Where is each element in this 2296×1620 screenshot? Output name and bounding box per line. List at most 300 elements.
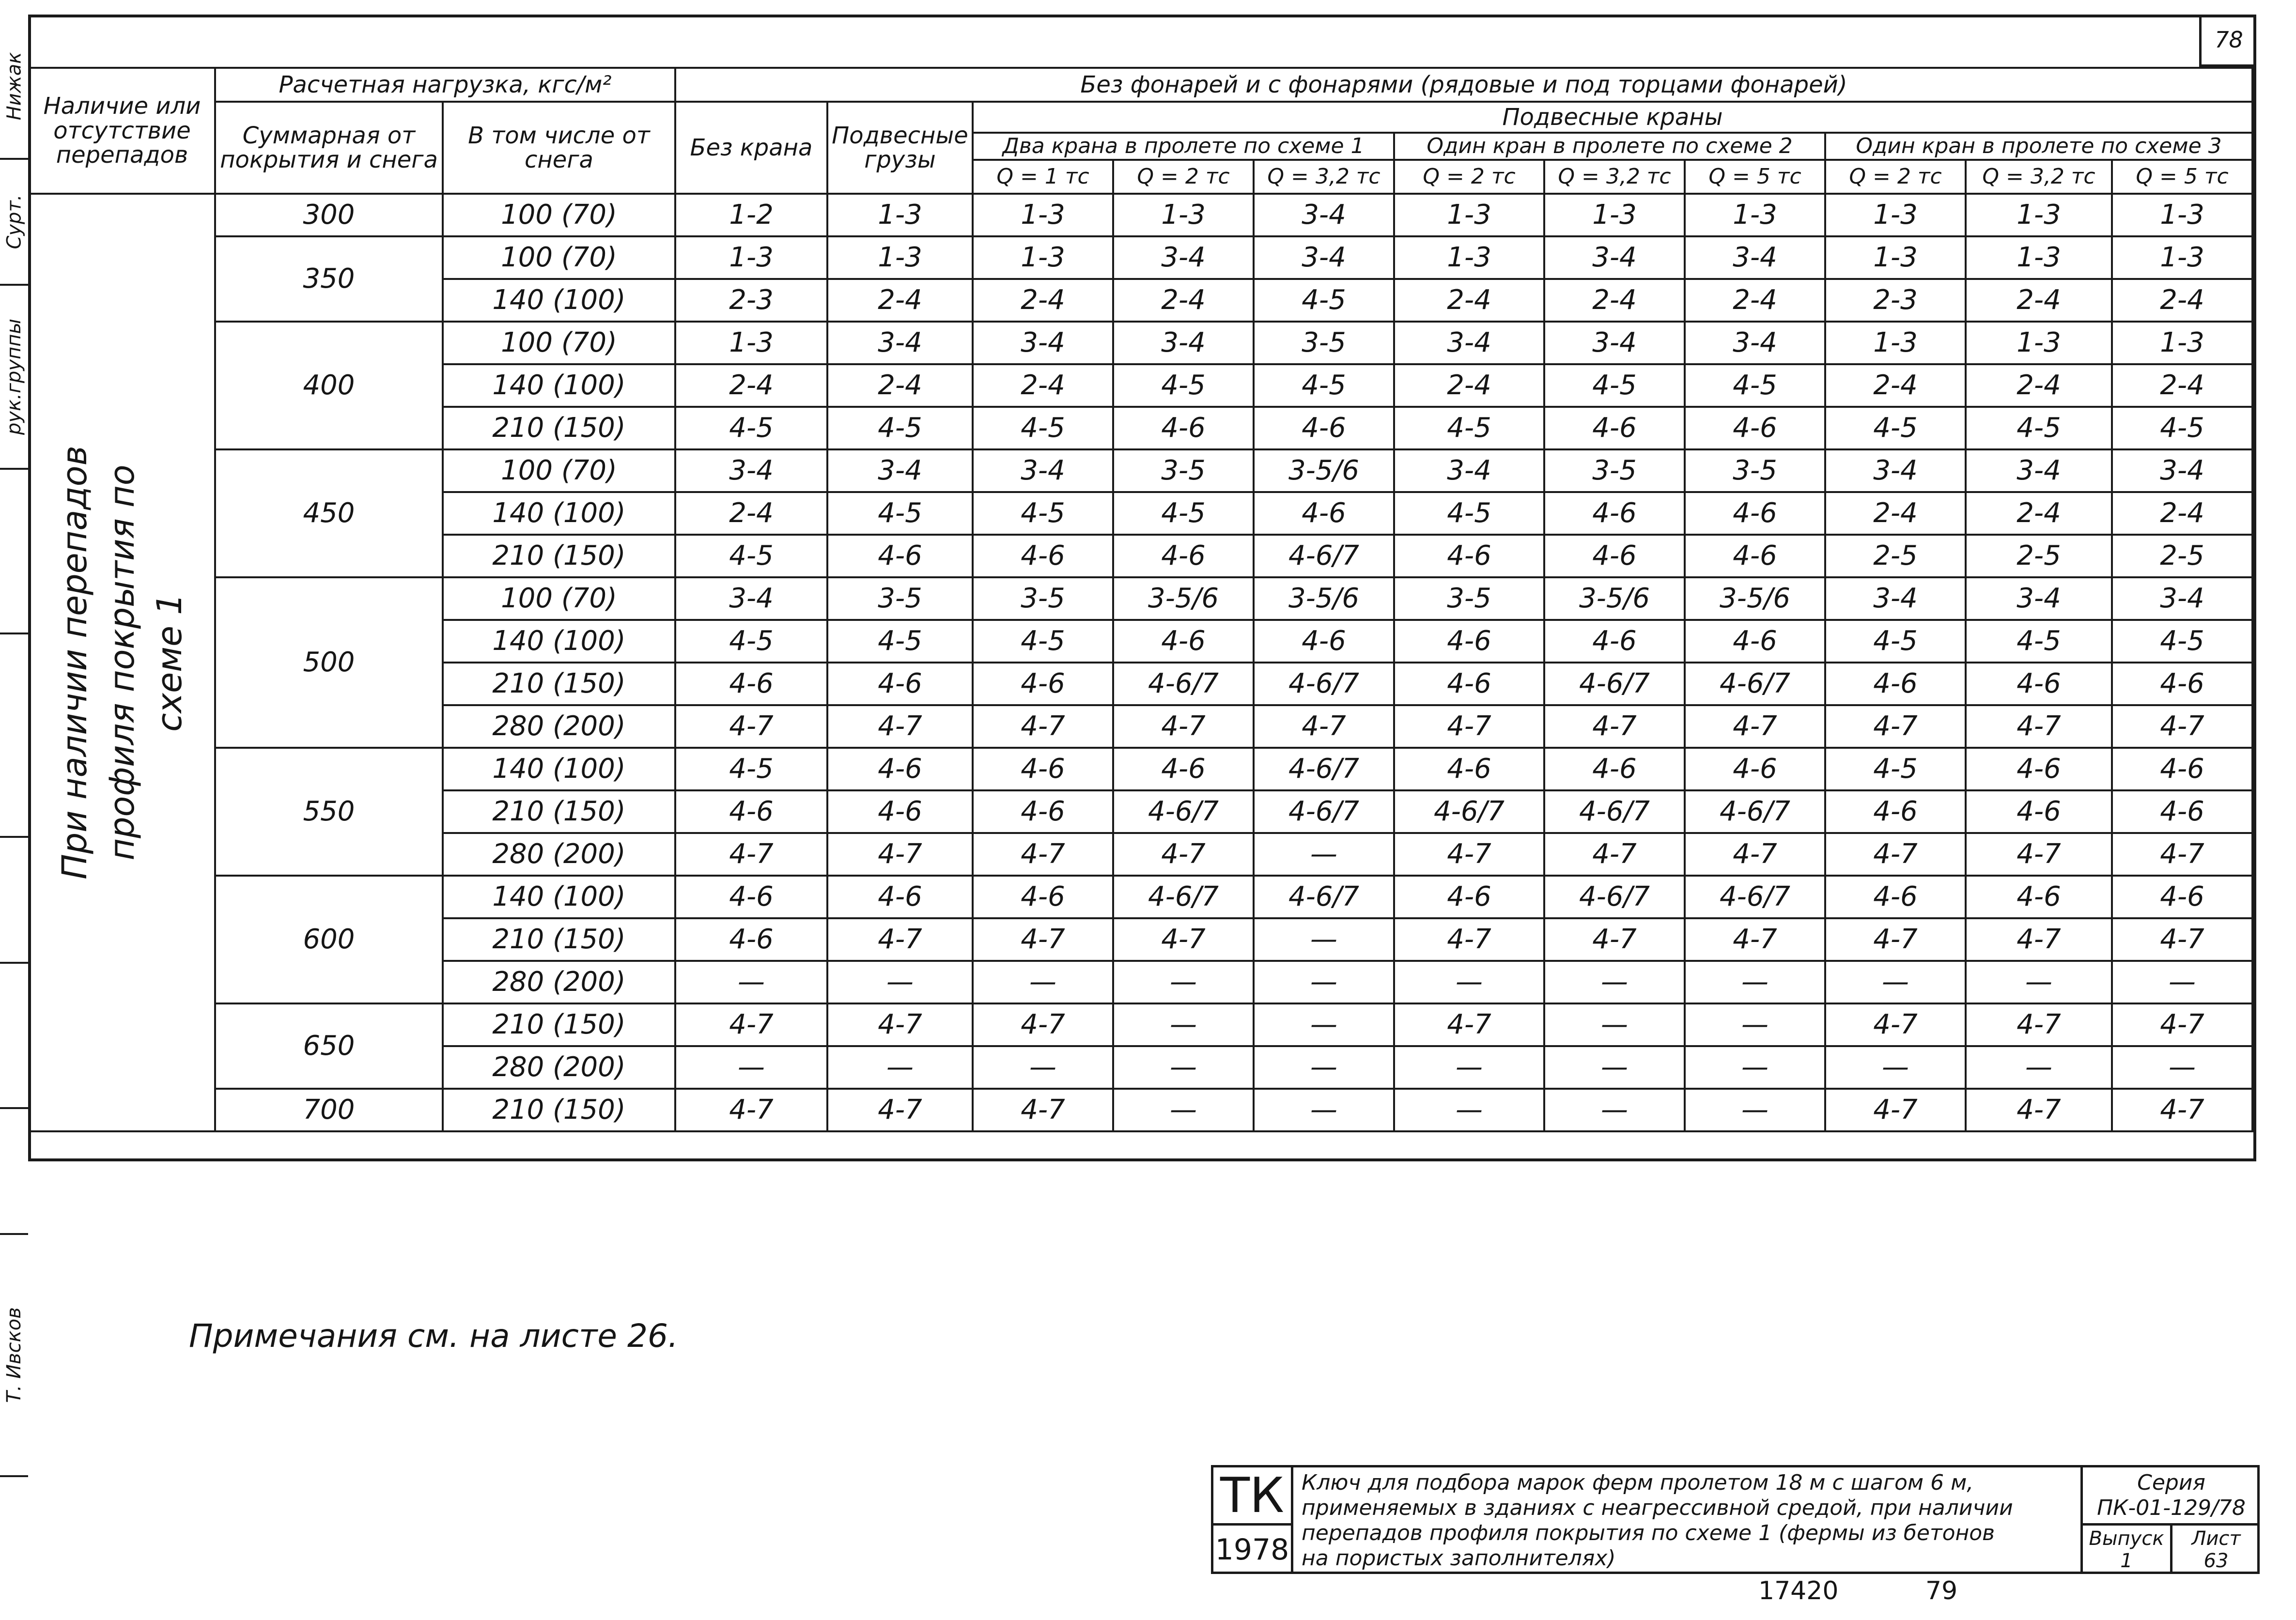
truss-range-cell: 4-6 — [827, 663, 973, 705]
truss-range-cell: 2-3 — [675, 279, 827, 322]
side-cell-9: Т. Ивсков — [0, 1235, 28, 1477]
truss-range-cell: 2-4 — [2112, 279, 2252, 322]
side-cell-1: Нижак — [0, 15, 28, 160]
side-cell-7 — [0, 964, 28, 1109]
side-cell-3: рук.группы — [0, 286, 28, 470]
truss-range-cell: 3-4 — [675, 449, 827, 492]
header-capacity: Q = 3,2 тс — [1254, 160, 1394, 194]
truss-range-cell: — — [1254, 1046, 1394, 1089]
truss-range-cell: 4-6 — [1685, 535, 1825, 577]
truss-range-cell: 3-4 — [827, 449, 973, 492]
truss-range-cell: 2-4 — [1394, 279, 1544, 322]
truss-range-cell: — — [675, 961, 827, 1003]
truss-range-cell: 4-6 — [973, 876, 1113, 918]
header-overhead-cranes: Подвесные краны — [973, 102, 2252, 133]
header-presence: Наличие или отсутствие перепадов — [29, 68, 215, 194]
truss-range-cell: 4-5 — [675, 748, 827, 790]
snow-load-cell: 280 (200) — [443, 833, 675, 876]
vertical-label-text: При наличии перепадов профиля покрытия по схеме 1 — [55, 446, 189, 879]
truss-range-cell: 2-4 — [827, 279, 973, 322]
truss-range-cell: 4-7 — [827, 833, 973, 876]
truss-range-cell: 2-4 — [1113, 279, 1254, 322]
truss-range-cell: 3-5 — [827, 577, 973, 620]
truss-range-cell: 4-5 — [973, 407, 1113, 449]
truss-range-cell: 4-6/7 — [1254, 535, 1394, 577]
truss-range-cell: 4-6 — [973, 663, 1113, 705]
truss-range-cell: 2-4 — [1966, 279, 2112, 322]
truss-range-cell: 4-6 — [1113, 620, 1254, 663]
truss-range-cell: — — [1254, 1003, 1394, 1046]
truss-range-cell: 4-6/7 — [1113, 663, 1254, 705]
left-signature-strip — [0, 15, 28, 1620]
truss-range-cell: 4-7 — [1685, 918, 1825, 961]
table-row — [29, 236, 2252, 279]
truss-range-cell: 4-5 — [1966, 620, 2112, 663]
truss-range-cell: 3-5 — [1254, 322, 1394, 364]
truss-range-cell: 4-6 — [1394, 748, 1544, 790]
truss-range-cell: 4-6/7 — [1544, 876, 1685, 918]
truss-range-cell: — — [1254, 1089, 1394, 1131]
truss-range-cell: 4-7 — [1685, 705, 1825, 748]
truss-range-cell: — — [1394, 961, 1544, 1003]
header-snow-load: В том числе от снега — [443, 102, 675, 194]
truss-range-cell: 3-5/6 — [1254, 577, 1394, 620]
truss-range-cell: 4-6 — [1966, 790, 2112, 833]
truss-range-cell: 4-5 — [827, 492, 973, 535]
truss-range-cell: 1-3 — [827, 194, 973, 236]
truss-range-cell: 3-4 — [1685, 322, 1825, 364]
truss-range-cell: 4-7 — [1966, 1003, 2112, 1046]
truss-range-cell: 3-4 — [1113, 322, 1254, 364]
truss-range-cell: 4-6 — [1825, 663, 1966, 705]
truss-range-cell: 3-4 — [2112, 577, 2252, 620]
truss-range-cell: 4-6/7 — [1685, 663, 1825, 705]
truss-range-cell: — — [1113, 1089, 1254, 1131]
truss-range-cell: — — [973, 961, 1113, 1003]
header-capacity: Q = 3,2 тс — [1966, 160, 2112, 194]
header-capacity: Q = 2 тс — [1394, 160, 1544, 194]
vypusk-label: Выпуск — [2089, 1527, 2164, 1550]
vypusk-box — [2080, 1526, 2172, 1574]
truss-range-cell: 2-5 — [2112, 535, 2252, 577]
truss-range-cell: 1-3 — [1966, 322, 2112, 364]
truss-range-cell: 2-4 — [827, 364, 973, 407]
truss-range-cell: 4-7 — [1966, 705, 2112, 748]
truss-range-cell: — — [827, 961, 973, 1003]
truss-range-cell: — — [1113, 1003, 1254, 1046]
total-load-cell: 500 — [215, 577, 443, 748]
truss-range-cell: 4-5 — [827, 620, 973, 663]
total-load-cell: 550 — [215, 748, 443, 876]
truss-range-cell: 4-7 — [1966, 1089, 2112, 1131]
truss-range-cell: 3-4 — [973, 322, 1113, 364]
snow-load-cell: 280 (200) — [443, 1046, 675, 1089]
truss-range-cell: 4-7 — [973, 833, 1113, 876]
total-load-cell: 650 — [215, 1003, 443, 1089]
total-load-cell: 600 — [215, 876, 443, 1003]
header-design-load: Расчетная нагрузка, кгс/м² — [215, 68, 675, 102]
truss-range-cell: — — [1544, 961, 1685, 1003]
truss-range-cell: 4-7 — [1825, 1003, 1966, 1046]
sheet-title: Ключ для подбора марок ферм пролетом 18 м с шагом 6 м, применяемых в зданиях с неагрессивной средой, при наличии перепадов профиля покрытия по схеме 1 (фермы из бетонов на пористых заполнителях) — [1302, 1470, 2013, 1571]
total-load-cell: 400 — [215, 322, 443, 449]
header-two-cranes: Два крана в пролете по схеме 1 — [973, 133, 1394, 160]
truss-range-cell: 1-3 — [2112, 322, 2252, 364]
page-number: 78 — [2199, 15, 2256, 67]
title-block — [1211, 1465, 2260, 1574]
truss-range-cell: 2-4 — [675, 364, 827, 407]
truss-range-cell: 3-4 — [1685, 236, 1825, 279]
side-cell-4 — [0, 470, 28, 634]
header-capacity: Q = 5 тс — [1685, 160, 1825, 194]
truss-range-cell: 3-4 — [1254, 236, 1394, 279]
snow-load-cell: 100 (70) — [443, 577, 675, 620]
truss-range-cell: 4-7 — [827, 1089, 973, 1131]
truss-range-cell: 4-7 — [1544, 705, 1685, 748]
header-capacity: Q = 2 тс — [1825, 160, 1966, 194]
truss-range-cell: 2-4 — [973, 279, 1113, 322]
truss-range-cell: 4-6 — [827, 535, 973, 577]
truss-range-cell: 4-5 — [2112, 407, 2252, 449]
truss-range-cell: 3-4 — [2112, 449, 2252, 492]
truss-range-cell: 4-6 — [1113, 407, 1254, 449]
truss-range-cell: 3-4 — [1254, 194, 1394, 236]
truss-range-cell: 4-6 — [2112, 663, 2252, 705]
table-row — [29, 194, 2252, 236]
truss-range-cell: — — [1685, 1089, 1825, 1131]
header-hoist: Подвесные грузы — [827, 102, 973, 194]
snow-load-cell: 140 (100) — [443, 748, 675, 790]
truss-range-cell: 2-4 — [1394, 364, 1544, 407]
sheet-number: 79 — [1925, 1576, 1958, 1605]
snow-load-cell: 280 (200) — [443, 705, 675, 748]
truss-range-cell: 3-5 — [973, 577, 1113, 620]
truss-range-cell: 4-5 — [1254, 364, 1394, 407]
truss-range-cell: 4-7 — [1544, 918, 1685, 961]
truss-range-cell: 4-5 — [675, 620, 827, 663]
truss-range-cell: 4-6/7 — [1685, 790, 1825, 833]
truss-range-cell: 4-6 — [675, 663, 827, 705]
truss-range-cell: 4-7 — [1394, 918, 1544, 961]
truss-range-cell: 4-5 — [1113, 364, 1254, 407]
truss-range-cell: 3-4 — [1544, 322, 1685, 364]
truss-range-cell: 4-6/7 — [1254, 663, 1394, 705]
truss-range-cell: 4-6 — [1544, 492, 1685, 535]
snow-load-cell: 210 (150) — [443, 663, 675, 705]
truss-range-cell: 3-5 — [1685, 449, 1825, 492]
truss-range-cell: — — [2112, 1046, 2252, 1089]
truss-range-cell: 4-5 — [1685, 364, 1825, 407]
truss-range-cell: 4-7 — [1825, 918, 1966, 961]
truss-range-cell: 1-3 — [675, 322, 827, 364]
truss-range-cell: 4-7 — [1825, 833, 1966, 876]
truss-range-cell: 4-6 — [1544, 620, 1685, 663]
total-load-cell: 350 — [215, 236, 443, 322]
truss-range-cell: — — [1966, 961, 2112, 1003]
truss-range-cell: 1-3 — [1544, 194, 1685, 236]
truss-range-cell: 4-7 — [1825, 1089, 1966, 1131]
truss-range-cell: 3-4 — [1966, 577, 2112, 620]
truss-range-cell: 4-7 — [1685, 833, 1825, 876]
truss-range-cell: 2-4 — [973, 364, 1113, 407]
truss-range-cell: 2-4 — [1825, 364, 1966, 407]
truss-range-cell: 4-6 — [1685, 748, 1825, 790]
table-row — [29, 449, 2252, 492]
truss-range-cell: 4-6/7 — [1113, 876, 1254, 918]
truss-range-cell: 4-6 — [1254, 407, 1394, 449]
truss-range-cell: 4-6 — [1685, 492, 1825, 535]
snow-load-cell: 210 (150) — [443, 535, 675, 577]
table-row — [29, 876, 2252, 918]
list-value: 63 — [2203, 1550, 2229, 1572]
header-capacity: Q = 3,2 тс — [1544, 160, 1685, 194]
snow-load-cell: 100 (70) — [443, 194, 675, 236]
truss-range-cell: — — [1254, 833, 1394, 876]
side-cell-8 — [0, 1109, 28, 1235]
truss-range-cell: — — [1966, 1046, 2112, 1089]
side-cell-2: Сурт. — [0, 160, 28, 286]
truss-range-cell: 3-5 — [1544, 449, 1685, 492]
truss-range-cell: 4-7 — [675, 705, 827, 748]
truss-range-cell: 3-4 — [675, 577, 827, 620]
total-load-cell: 450 — [215, 449, 443, 577]
seria-value: ПК-01-129/78 — [2097, 1496, 2246, 1520]
truss-range-cell: 4-6 — [1685, 620, 1825, 663]
truss-range-cell: 4-7 — [1394, 705, 1544, 748]
truss-range-cell: 3-4 — [1394, 449, 1544, 492]
truss-range-cell: 4-6 — [2112, 876, 2252, 918]
truss-range-cell: 1-3 — [1113, 194, 1254, 236]
truss-range-cell: 4-6 — [827, 876, 973, 918]
truss-range-cell: 4-6 — [1394, 663, 1544, 705]
truss-range-cell: 4-6/7 — [1544, 790, 1685, 833]
truss-range-cell: 4-7 — [675, 833, 827, 876]
truss-range-cell: 4-6 — [1685, 407, 1825, 449]
truss-range-cell: 4-7 — [973, 1089, 1113, 1131]
truss-range-cell: 4-7 — [1113, 833, 1254, 876]
truss-range-cell: 2-5 — [1966, 535, 2112, 577]
truss-range-cell: 4-6/7 — [1394, 790, 1544, 833]
snow-load-cell: 100 (70) — [443, 322, 675, 364]
truss-range-cell: 2-4 — [675, 492, 827, 535]
truss-range-cell: 4-7 — [827, 1003, 973, 1046]
truss-range-cell: 4-7 — [827, 918, 973, 961]
truss-range-cell: 1-3 — [1825, 194, 1966, 236]
truss-range-cell: 1-3 — [1966, 236, 2112, 279]
truss-range-cell: 4-7 — [2112, 1003, 2252, 1046]
truss-range-cell: 1-3 — [2112, 194, 2252, 236]
truss-range-cell: 4-6 — [1254, 620, 1394, 663]
header-capacity: Q = 2 тс — [1113, 160, 1254, 194]
truss-range-cell: 4-6 — [973, 535, 1113, 577]
truss-range-cell: 4-6 — [675, 876, 827, 918]
truss-range-cell: 2-4 — [1544, 279, 1685, 322]
footnote: Примечания см. на листе 26. — [189, 1317, 678, 1355]
truss-range-cell: 4-5 — [1394, 407, 1544, 449]
header-no-crane: Без крана — [675, 102, 827, 194]
truss-range-cell: 4-5 — [973, 620, 1113, 663]
side-cell-5 — [0, 634, 28, 838]
snow-load-cell: 210 (150) — [443, 1003, 675, 1046]
truss-range-cell: — — [827, 1046, 973, 1089]
truss-range-cell: 3-5/6 — [1113, 577, 1254, 620]
truss-range-cell: 4-5 — [1966, 407, 2112, 449]
truss-range-cell: 4-6/7 — [1113, 790, 1254, 833]
truss-range-cell: 4-6 — [1544, 748, 1685, 790]
vypusk-value: 1 — [2120, 1550, 2133, 1572]
truss-range-cell: 4-5 — [675, 535, 827, 577]
snow-load-cell: 140 (100) — [443, 364, 675, 407]
truss-range-cell: — — [1825, 961, 1966, 1003]
truss-range-cell: — — [1544, 1046, 1685, 1089]
truss-range-cell: 3-4 — [1394, 322, 1544, 364]
truss-range-cell: — — [1685, 1003, 1825, 1046]
truss-range-cell: 2-3 — [1825, 279, 1966, 322]
truss-range-cell: 4-5 — [1254, 279, 1394, 322]
truss-range-cell: 4-7 — [2112, 833, 2252, 876]
truss-range-cell: 1-3 — [1966, 194, 2112, 236]
total-load-cell: 700 — [215, 1089, 443, 1131]
header-one-crane-scheme-3: Один кран в пролете по схеме 3 — [1825, 133, 2252, 160]
truss-range-cell: 4-7 — [1113, 705, 1254, 748]
truss-range-cell: 4-7 — [675, 1089, 827, 1131]
truss-range-cell: 4-6/7 — [1544, 663, 1685, 705]
truss-range-cell: 4-6 — [1825, 790, 1966, 833]
truss-range-cell: 4-6 — [973, 748, 1113, 790]
header-capacity: Q = 5 тс — [2112, 160, 2252, 194]
truss-range-cell: 2-4 — [1966, 492, 2112, 535]
truss-range-cell: 3-4 — [1825, 577, 1966, 620]
truss-range-cell: 4-7 — [675, 1003, 827, 1046]
truss-range-cell: 4-5 — [973, 492, 1113, 535]
truss-range-cell: 4-7 — [2112, 918, 2252, 961]
seria-box — [2080, 1467, 2260, 1526]
truss-range-cell: 4-6/7 — [1254, 790, 1394, 833]
snow-load-cell: 100 (70) — [443, 236, 675, 279]
snow-load-cell: 210 (150) — [443, 790, 675, 833]
truss-range-cell: 4-7 — [1254, 705, 1394, 748]
truss-range-cell: 2-5 — [1825, 535, 1966, 577]
tk-mark: ТК — [1213, 1467, 1293, 1526]
truss-range-cell: 4-7 — [827, 705, 973, 748]
truss-range-cell: 1-3 — [1825, 322, 1966, 364]
truss-range-cell: 4-7 — [1966, 833, 2112, 876]
truss-range-cell: 4-6 — [1825, 876, 1966, 918]
header-skylights: Без фонарей и с фонарями (рядовые и под торцами фонарей) — [675, 68, 2252, 102]
truss-range-cell: 3-5/6 — [1254, 449, 1394, 492]
truss-range-cell: 4-6 — [1966, 748, 2112, 790]
table-row — [29, 1089, 2252, 1131]
truss-range-cell: — — [675, 1046, 827, 1089]
truss-range-cell: 1-3 — [1394, 236, 1544, 279]
truss-range-cell: 4-5 — [675, 407, 827, 449]
truss-range-cell: 4-6 — [675, 790, 827, 833]
truss-range-cell: 4-7 — [973, 1003, 1113, 1046]
snow-load-cell: 140 (100) — [443, 620, 675, 663]
truss-range-cell: 4-5 — [827, 407, 973, 449]
truss-range-cell: 4-7 — [2112, 705, 2252, 748]
truss-range-cell: 4-6 — [2112, 790, 2252, 833]
truss-range-cell: 4-6 — [1966, 876, 2112, 918]
truss-range-cell: 4-7 — [1394, 1003, 1544, 1046]
truss-range-cell: 4-6 — [1544, 407, 1685, 449]
total-load-cell: 300 — [215, 194, 443, 236]
truss-range-cell: 4-6 — [675, 918, 827, 961]
snow-load-cell: 210 (150) — [443, 918, 675, 961]
list-box — [2172, 1526, 2260, 1574]
truss-range-cell: 3-4 — [1113, 236, 1254, 279]
truss-range-cell: 2-4 — [1685, 279, 1825, 322]
snow-load-cell: 140 (100) — [443, 279, 675, 322]
truss-range-cell: — — [1685, 961, 1825, 1003]
truss-range-cell: 1-2 — [675, 194, 827, 236]
truss-range-cell: 1-3 — [1394, 194, 1544, 236]
truss-range-cell: 3-4 — [1544, 236, 1685, 279]
truss-range-cell: 1-3 — [973, 236, 1113, 279]
snow-load-cell: 210 (150) — [443, 1089, 675, 1131]
truss-range-cell: 1-3 — [827, 236, 973, 279]
truss-range-cell: 4-6/7 — [1254, 748, 1394, 790]
truss-range-cell: 2-4 — [2112, 364, 2252, 407]
truss-range-cell: 3-5/6 — [1685, 577, 1825, 620]
truss-range-cell: 4-7 — [973, 918, 1113, 961]
truss-range-cell: 4-5 — [1113, 492, 1254, 535]
table-row — [29, 748, 2252, 790]
truss-range-cell: 3-5/6 — [1544, 577, 1685, 620]
truss-range-cell: 3-4 — [973, 449, 1113, 492]
truss-range-cell: — — [1394, 1046, 1544, 1089]
truss-range-cell: 4-6 — [2112, 748, 2252, 790]
truss-range-cell: 4-5 — [1825, 620, 1966, 663]
truss-range-cell: 4-6 — [1113, 748, 1254, 790]
truss-range-cell: 4-7 — [2112, 1089, 2252, 1131]
truss-range-cell: 4-6 — [1544, 535, 1685, 577]
truss-range-cell: 1-3 — [1825, 236, 1966, 279]
truss-range-cell: 4-6 — [1394, 535, 1544, 577]
truss-range-cell: — — [1394, 1089, 1544, 1131]
header-total-load: Суммарная от покрытия и снега — [215, 102, 443, 194]
truss-range-cell: 4-6/7 — [1254, 876, 1394, 918]
truss-range-cell: — — [1544, 1089, 1685, 1131]
truss-range-cell: 4-7 — [1113, 918, 1254, 961]
truss-range-cell: 4-7 — [1394, 833, 1544, 876]
truss-range-cell: — — [2112, 961, 2252, 1003]
load-table — [28, 67, 2253, 1132]
header-one-crane-scheme-2: Один кран в пролете по схеме 2 — [1394, 133, 1825, 160]
truss-range-cell: — — [1113, 961, 1254, 1003]
truss-range-cell: 4-6 — [1966, 663, 2112, 705]
truss-range-cell: 4-5 — [1394, 492, 1544, 535]
truss-range-cell: — — [973, 1046, 1113, 1089]
truss-range-cell: 4-6 — [1394, 620, 1544, 663]
snow-load-cell: 210 (150) — [443, 407, 675, 449]
truss-range-cell: — — [1254, 961, 1394, 1003]
truss-range-cell: 2-4 — [1825, 492, 1966, 535]
truss-range-cell: 4-5 — [1825, 748, 1966, 790]
truss-range-cell: 4-7 — [1544, 833, 1685, 876]
snow-load-cell: 140 (100) — [443, 876, 675, 918]
truss-range-cell: 3-5 — [1113, 449, 1254, 492]
side-cell-6 — [0, 838, 28, 964]
table-row — [29, 577, 2252, 620]
truss-range-cell: 3-4 — [1825, 449, 1966, 492]
truss-range-cell: 4-5 — [1825, 407, 1966, 449]
list-label: Лист — [2191, 1527, 2241, 1550]
snow-load-cell: 140 (100) — [443, 492, 675, 535]
seria-label: Серия — [2137, 1470, 2205, 1495]
table-row — [29, 322, 2252, 364]
truss-range-cell: 4-6/7 — [1685, 876, 1825, 918]
